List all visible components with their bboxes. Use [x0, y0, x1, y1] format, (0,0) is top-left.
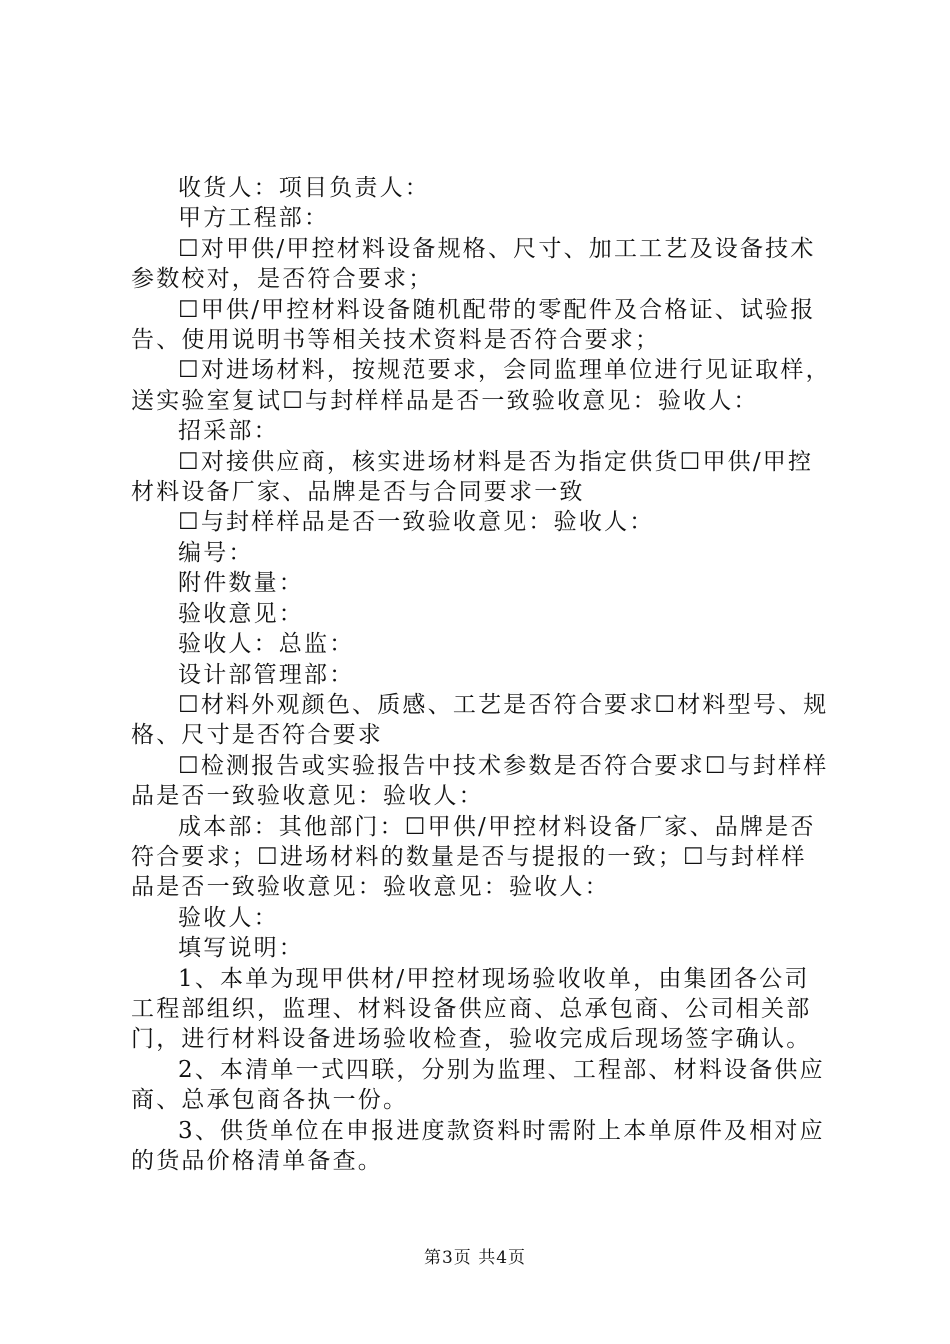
paragraph-check-sample-consistency: ☐与封样样品是否一致验收意见：验收人：	[178, 509, 655, 536]
paragraph-acceptor: 验收人：	[178, 904, 279, 931]
paragraph-check-test-report: ☐检测报告或实验报告中技术参数是否符合要求☐与封样样品是否一致验收意见：验收人：	[131, 752, 829, 810]
paragraph-design-management-dept: 设计部管理部：	[178, 661, 355, 688]
paragraph-check-sampling: ☐对进场材料，按规范要求，会同监理单位进行见证取样，送实验室复试☐与封样样品是否一致验收意见：验收人：	[131, 357, 831, 414]
paragraph-serial-number: 编号：	[178, 539, 254, 566]
paragraph-check-accessories: ☐甲供/甲控材料设备随机配带的零配件及合格证、试验报告、使用说明书等相关技术资料是否符合要求；	[131, 296, 816, 354]
paragraph-acceptance-opinion: 验收意见：	[178, 600, 304, 627]
paragraph-engineering-dept: 甲方工程部：	[178, 205, 330, 232]
document-body	[131, 173, 831, 1176]
paragraph-attachment-count: 附件数量：	[178, 570, 304, 597]
paragraph-check-spec: ☐对甲供/甲控材料设备规格、尺寸、加工工艺及设备技术参数校对，是否符合要求；	[131, 235, 816, 293]
paragraph-check-appearance: ☐材料外观颜色、质感、工艺是否符合要求☐材料型号、规格、尺寸是否符合要求	[131, 691, 829, 749]
paragraph-instruction-2: 2、本清单一式四联，分别为监理、工程部、材料设备供应商、总承包商各执一份。	[131, 1056, 825, 1114]
paragraph-procurement-dept: 招采部：	[178, 418, 279, 445]
paragraph-instruction-1: 1、本单为现甲供材/甲控材现场验收收单，由集团各公司工程部组织，监理、材料设备供应商、总承包商、公司相关部门，进行材料设备进场验收检查，验收完成后现场签字确认。	[131, 965, 812, 1053]
paragraph-check-supplier: ☐对接供应商，核实进场材料是否为指定供货☐甲供/甲控材料设备厂家、品牌是否与合同要求一致	[131, 448, 814, 506]
page-footer: 第3页 共4页	[423, 1248, 527, 1268]
paragraph-instructions-title: 填写说明：	[178, 935, 304, 962]
paragraph-receiver: 收货人：项目负责人：	[178, 175, 430, 201]
paragraph-chief-supervisor: 验收人：总监：	[178, 631, 355, 658]
paragraph-instruction-3: 3、供货单位在申报进度款资料时需附上本单原件及相对应的货品价格清单备查。	[131, 1117, 825, 1174]
paragraph-cost-dept: 成本部：其他部门：☐甲供/甲控材料设备厂家、品牌是否符合要求；☐进场材料的数量是否与提报的一致；☐与封样样品是否一致验收意见：验收意见：验收人：	[131, 813, 816, 901]
